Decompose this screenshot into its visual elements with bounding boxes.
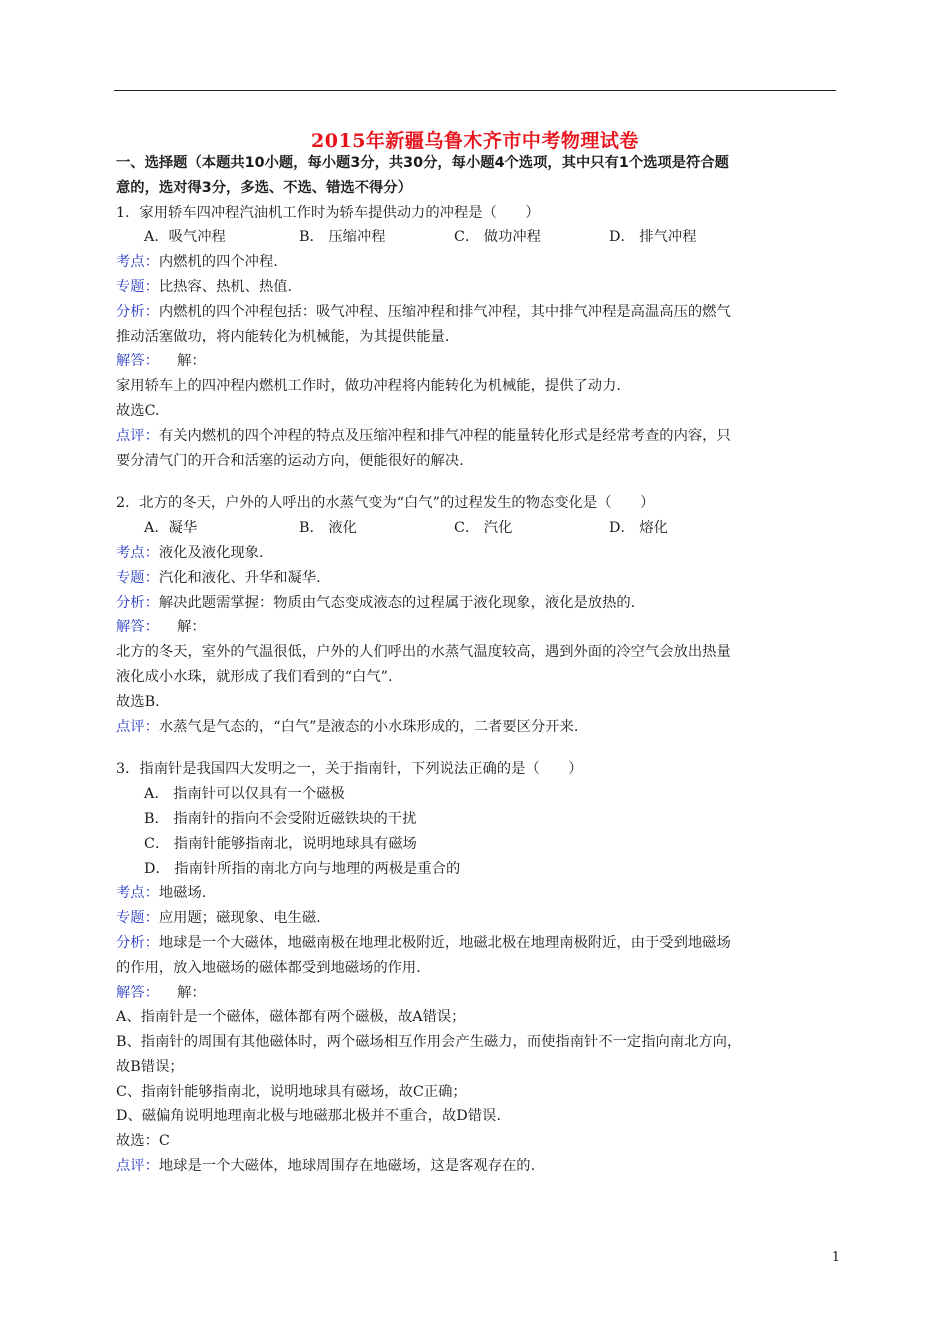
solution-line: 北方的冬天，室外的气温很低，户外的人们呼出的水蒸气温度较高，遇到外面的冷空气会放出热量 xyxy=(116,644,731,661)
zhuanti-label: 专题： xyxy=(116,910,159,927)
option-a: A．凝华 xyxy=(144,520,198,537)
jieda-row xyxy=(116,615,838,640)
option-a: A． 指南针可以仅具有一个磁极 xyxy=(144,786,345,803)
solution-line: D、磁偏角说明地理南北极与地磁那北极并不重合，故D错误. xyxy=(116,1108,501,1125)
fenxi-text: 内燃机的四个冲程包括：吸气冲程、压缩冲程和排气冲程，其中排气冲程是高温高压的燃气 xyxy=(158,303,731,320)
fenxi-label: 分析： xyxy=(116,934,159,951)
question-3 xyxy=(116,757,838,1179)
page-number: 1 xyxy=(831,1250,840,1265)
kaodian-text: 液化及液化现象. xyxy=(158,544,264,561)
option-b: B． 液化 xyxy=(299,520,357,537)
kaodian-label: 考点： xyxy=(116,544,159,561)
kaodian-text: 地磁场. xyxy=(158,885,207,902)
kaodian-row xyxy=(116,881,838,906)
options-row xyxy=(116,225,838,250)
fenxi-row xyxy=(116,300,838,325)
question-1 xyxy=(116,201,838,474)
section-heading-line1: 一、选择题（本题共10小题，每小题3分，共30分，每小题4个选项，其中只有1个选项是符合题 xyxy=(116,155,729,171)
kaodian-text: 内燃机的四个冲程. xyxy=(158,254,278,271)
fenxi-row xyxy=(116,591,838,616)
zhuanti-text: 汽化和液化、升华和凝华. xyxy=(158,569,321,586)
jieda-text: 解： xyxy=(177,984,206,1001)
option-b: B． 压缩冲程 xyxy=(299,229,386,246)
option-d: D． 指南针所指的南北方向与地理的两极是重合的 xyxy=(144,860,461,877)
jieda-row xyxy=(116,981,838,1006)
solution-line: B、指南针的周围有其他磁体时，两个磁场相互作用会产生磁力，而使指南针不一定指向南北方向， xyxy=(116,1034,742,1051)
kaodian-label: 考点： xyxy=(116,254,159,271)
dianping-row xyxy=(116,1154,838,1179)
option-d: D． 熔化 xyxy=(609,520,668,537)
exam-title: 2015年新疆乌鲁木齐市中考物理试卷 xyxy=(311,130,639,152)
question-2 xyxy=(116,491,838,739)
question-stem: 2．北方的冬天，户外的人呼出的水蒸气变为“白气”的过程发生的物态变化是（ ） xyxy=(116,495,655,512)
content-body xyxy=(116,151,838,1179)
zhuanti-label: 专题： xyxy=(116,278,159,295)
fenxi-label: 分析： xyxy=(116,594,159,611)
question-stem: 1．家用轿车四冲程汽油机工作时为轿车提供动力的冲程是（ ） xyxy=(116,204,540,221)
dianping-row xyxy=(116,424,838,449)
answer-line: 故选B. xyxy=(116,693,160,710)
question-stem: 3．指南针是我国四大发明之一，关于指南针，下列说法正确的是（ ） xyxy=(116,761,583,778)
answer-line: 故选C. xyxy=(116,402,160,419)
zhuanti-text: 比热容、热机、热值. xyxy=(158,278,293,295)
solution-line: 故B错误； xyxy=(116,1058,184,1075)
dianping-continuation: 要分清气门的开合和活塞的运动方向，便能很好的解决. xyxy=(116,452,464,469)
answer-line: 故选：C xyxy=(116,1133,170,1150)
jieda-label: 解答： xyxy=(116,619,159,636)
zhuanti-label: 专题： xyxy=(116,569,159,586)
jieda-row xyxy=(116,349,838,374)
dianping-label: 点评： xyxy=(116,1158,159,1175)
dianping-row xyxy=(116,715,838,740)
kaodian-row xyxy=(116,541,838,566)
fenxi-row xyxy=(116,931,838,956)
fenxi-label: 分析： xyxy=(116,303,159,320)
dianping-text: 地球是一个大磁体，地球周围存在地磁场，这是客观存在的. xyxy=(158,1158,536,1175)
option-b: B． 指南针的指向不会受附近磁铁块的干扰 xyxy=(144,810,417,827)
options-row xyxy=(116,516,838,541)
zhuanti-row xyxy=(116,906,838,931)
section-heading-line2: 意的，选对得3分，多选、不选、错选不得分） xyxy=(116,179,412,196)
option-a: A．吸气冲程 xyxy=(144,229,226,246)
zhuanti-row xyxy=(116,566,838,591)
solution-line: 液化成小水珠，就形成了我们看到的“白气”. xyxy=(116,668,393,685)
option-c: C． 汽化 xyxy=(454,520,513,537)
kaodian-row xyxy=(116,250,838,275)
option-d: D． 排气冲程 xyxy=(609,229,697,246)
kaodian-label: 考点： xyxy=(116,885,159,902)
dianping-label: 点评： xyxy=(116,718,159,735)
jieda-text: 解： xyxy=(177,353,206,370)
solution-line: C、指南针能够指南北，说明地球具有磁场，故C正确； xyxy=(116,1083,467,1100)
zhuanti-row xyxy=(116,275,838,300)
solution-line: A、指南针是一个磁体，磁体都有两个磁极，故A错误； xyxy=(116,1009,466,1026)
solution-line: 家用轿车上的四冲程内燃机工作时，做功冲程将内能转化为机械能，提供了动力. xyxy=(116,378,621,395)
fenxi-text: 地球是一个大磁体，地磁南极在地理北极附近，地磁北极在地理南极附近，由于受到地磁场 xyxy=(158,934,731,951)
zhuanti-text: 应用题；磁现象、电生磁. xyxy=(158,910,321,927)
option-c: C． 做功冲程 xyxy=(454,229,541,246)
dianping-text: 有关内燃机的四个冲程的特点及压缩冲程和排气冲程的能量转化形式是经常考查的内容，只 xyxy=(158,427,731,444)
jieda-label: 解答： xyxy=(116,984,159,1001)
fenxi-text: 解决此题需掌握：物质由气态变成液态的过程属于液化现象，液化是放热的. xyxy=(158,594,636,611)
fenxi-continuation: 的作用，放入地磁场的磁体都受到地磁场的作用. xyxy=(116,959,421,976)
dianping-text: 水蒸气是气态的，“白气”是液态的小水珠形成的，二者要区分开来. xyxy=(158,718,579,735)
jieda-text: 解： xyxy=(177,619,206,636)
header-rule xyxy=(114,90,836,91)
dianping-label: 点评： xyxy=(116,427,159,444)
jieda-label: 解答： xyxy=(116,353,159,370)
fenxi-continuation: 推动活塞做功，将内能转化为机械能，为其提供能量. xyxy=(116,328,450,345)
option-c: C． 指南针能够指南北，说明地球具有磁场 xyxy=(144,835,417,852)
